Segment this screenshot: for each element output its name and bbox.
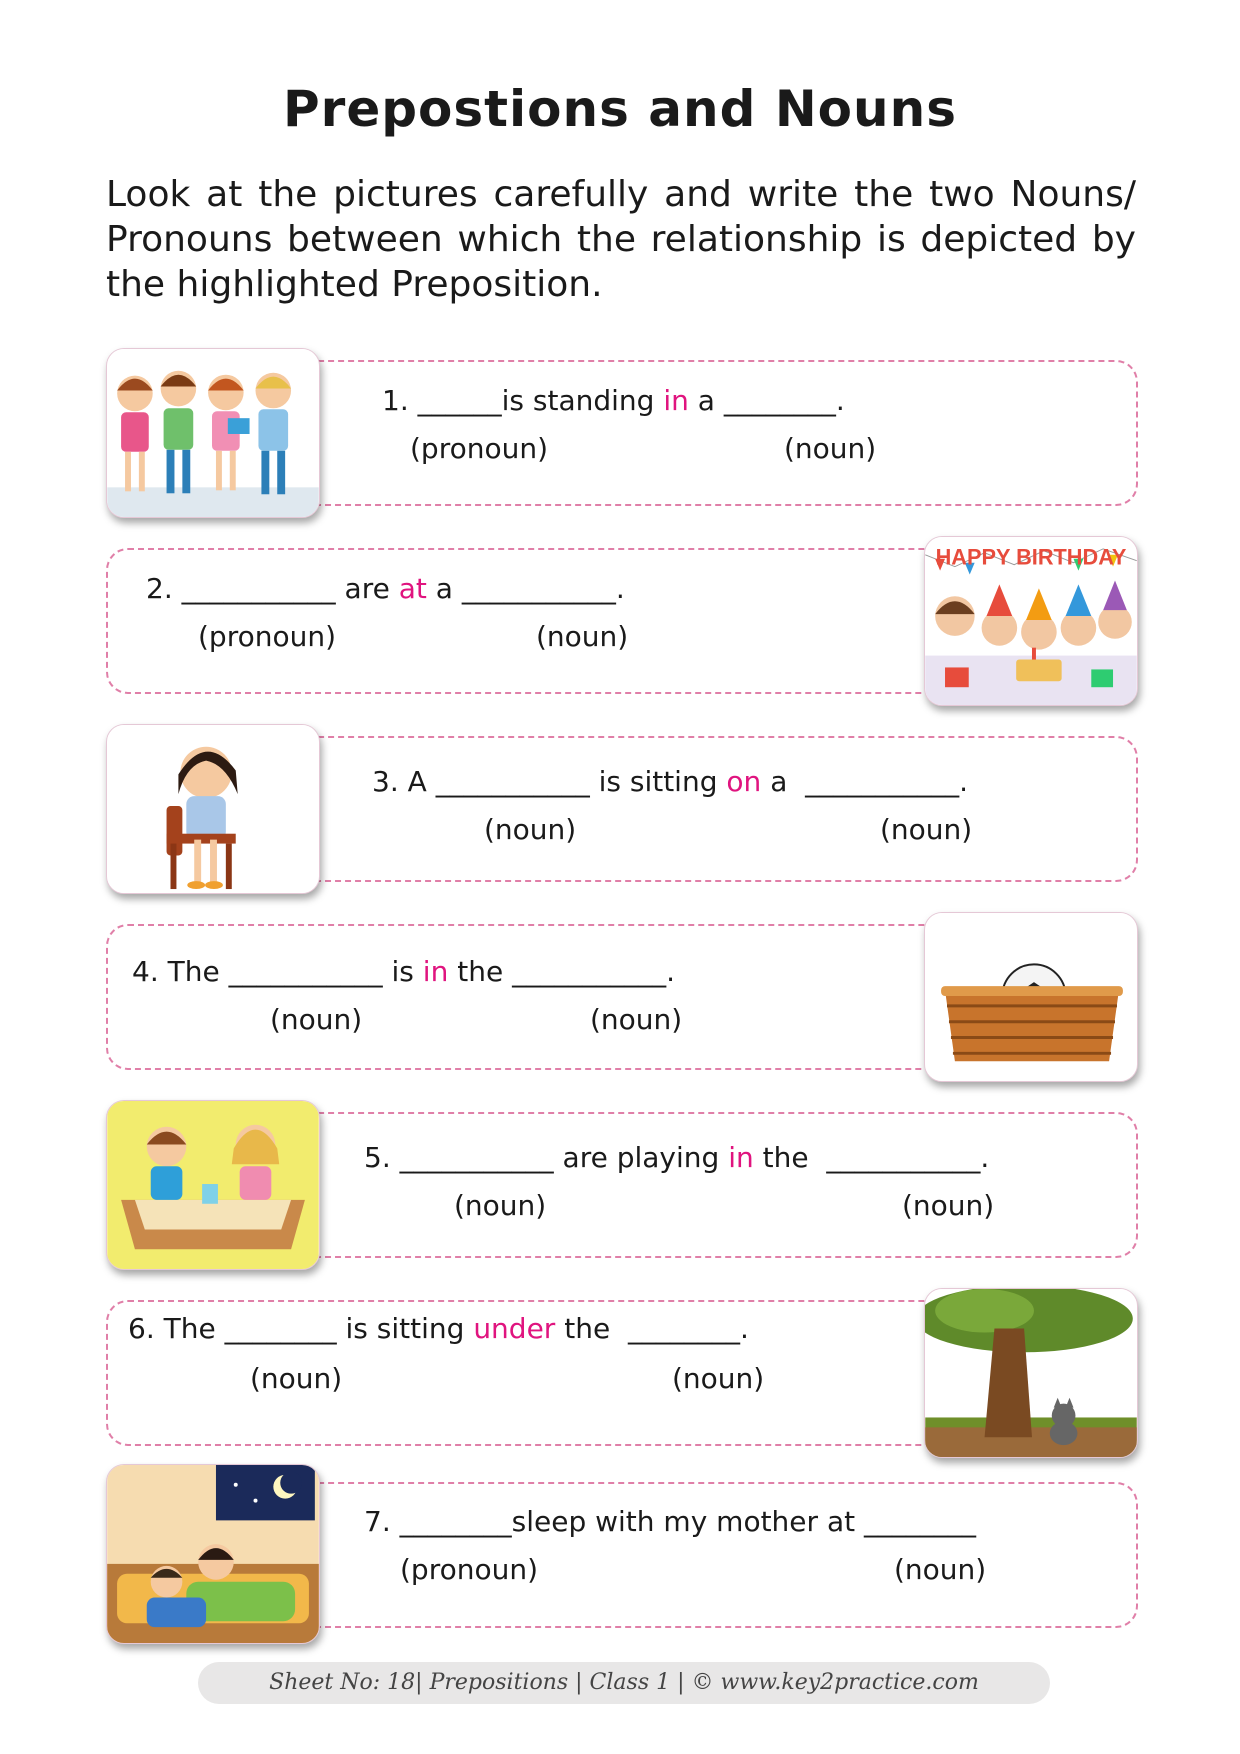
highlighted-preposition: in: [663, 384, 689, 417]
exercise-7-label-1: (pronoun): [400, 1553, 539, 1586]
answer-blank[interactable]: ______: [417, 384, 502, 417]
answer-blank[interactable]: ___________: [399, 1141, 554, 1174]
exercise-4-label-1: (noun): [270, 1003, 363, 1036]
birthday-party-picture: [924, 536, 1138, 706]
answer-blank[interactable]: ________: [628, 1312, 740, 1345]
instructions: Look at the pictures carefully and write the two Nouns/ Pronouns between which the relationship is depicted by the highlighted Preposition.: [106, 174, 1136, 305]
cat-under-tree-picture: [924, 1288, 1138, 1458]
exercise-3-label-1: (noun): [484, 813, 577, 846]
answer-blank[interactable]: ________: [723, 384, 836, 417]
girl-on-chair-picture: [106, 724, 320, 894]
answer-blank[interactable]: ___________: [461, 572, 616, 605]
answer-blank[interactable]: ___________: [805, 765, 960, 798]
children-in-line-picture: [106, 348, 320, 518]
exercise-6-label-1: (noun): [250, 1362, 343, 1395]
page-title: Prepostions and Nouns: [283, 80, 957, 138]
answer-blank[interactable]: ___________: [826, 1141, 981, 1174]
answer-blank[interactable]: ___________: [512, 955, 667, 988]
exercise-2-label-2: (noun): [536, 620, 629, 653]
exercise-1-label-2: (noun): [784, 432, 877, 465]
exercise-7-sentence: 7. ________sleep with my mother at ________: [364, 1505, 976, 1538]
answer-blank[interactable]: ___________: [228, 955, 383, 988]
exercise-1-sentence: 1. ______is standing in a ________.: [382, 384, 845, 417]
exercise-2-sentence: 2. ___________ are at a ___________.: [146, 572, 625, 605]
exercise-5-label-1: (noun): [454, 1189, 547, 1222]
exercise-5-label-2: (noun): [902, 1189, 995, 1222]
answer-blank[interactable]: ________: [224, 1312, 337, 1345]
exercise-4-label-2: (noun): [590, 1003, 683, 1036]
highlighted-preposition: at: [398, 572, 427, 605]
sleeping-at-night-picture: [106, 1464, 320, 1644]
answer-blank[interactable]: ________: [863, 1505, 976, 1538]
highlighted-preposition: in: [728, 1141, 754, 1174]
page-footer: Sheet No: 18| Prepositions | Class 1 | © www.key2practice.com: [198, 1662, 1050, 1704]
answer-blank[interactable]: ___________: [181, 572, 336, 605]
exercise-4-sentence: 4. The ___________ is in the ___________.: [132, 955, 675, 988]
highlighted-preposition: on: [726, 765, 762, 798]
exercise-3-label-2: (noun): [880, 813, 973, 846]
highlighted-preposition: in: [422, 955, 449, 988]
birthday-banner-text: HAPPY BIRTHDAY: [935, 544, 1127, 570]
answer-blank[interactable]: ___________: [435, 765, 590, 798]
exercise-1-label-1: (pronoun): [410, 432, 549, 465]
exercise-6-label-2: (noun): [672, 1362, 765, 1395]
kids-in-sandbox-picture: [106, 1100, 320, 1270]
exercise-6-sentence: 6. The ________ is sitting under the ________.: [128, 1312, 749, 1345]
exercise-2-label-1: (pronoun): [198, 620, 337, 653]
ball-in-basket-picture: [924, 912, 1138, 1082]
answer-blank[interactable]: ________: [399, 1505, 512, 1538]
exercise-3-sentence: 3. A ___________ is sitting on a ___________.: [372, 765, 969, 798]
exercise-5-sentence: 5. ___________ are playing in the ___________.: [364, 1141, 990, 1174]
highlighted-preposition: under: [473, 1312, 556, 1345]
exercise-7-label-2: (noun): [894, 1553, 987, 1586]
